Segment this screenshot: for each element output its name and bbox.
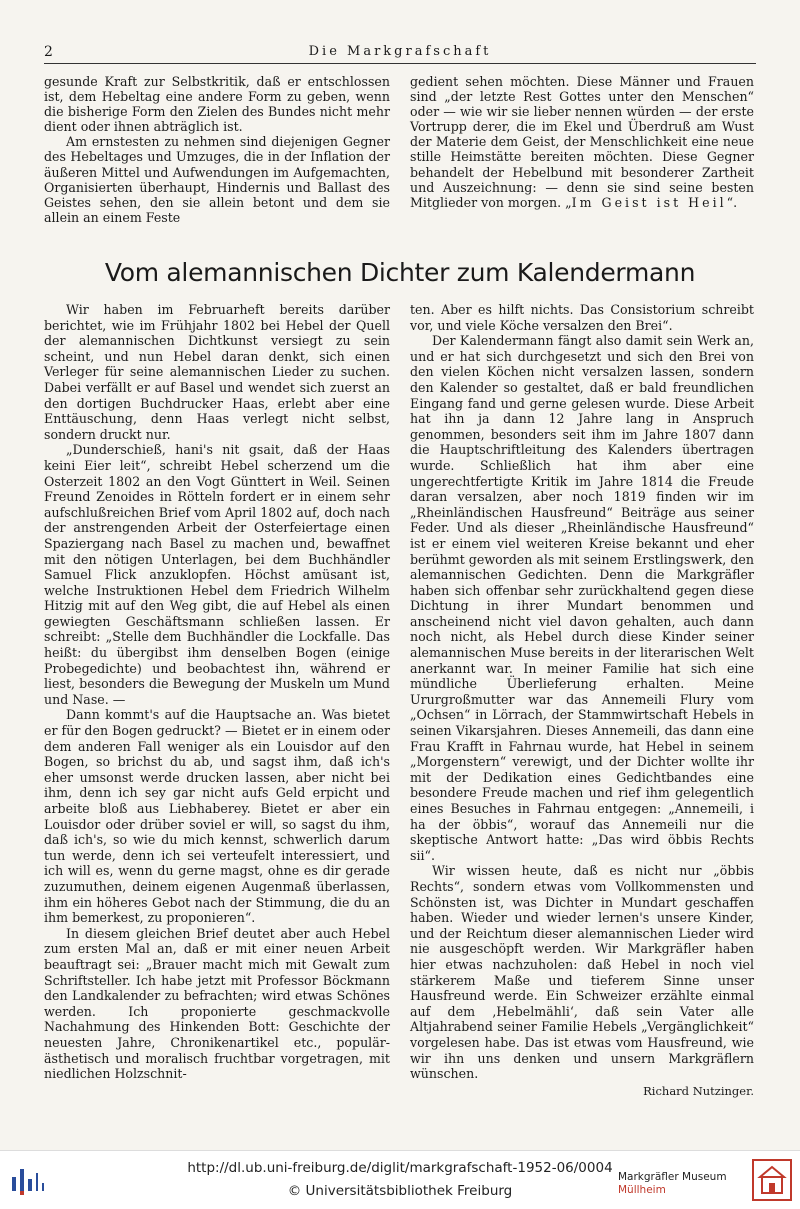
article-left-column xyxy=(44,302,390,1082)
quote-close: “. xyxy=(726,194,738,210)
paragraph: Dann kommt's auf die Hauptsache an. Was bietet er für den Bogen gedruckt? — Bietet er in einem oder dem anderen Fall weniger als ein Louisdor auf den Bogen, so brichst du ab, und sagst ihm, daß ich's eher umsonst werde drucken lassen, aber nicht bei ihm, denn ich sey gar nicht aufs Geld erpicht und arbeite bloß aus Liebhaberey. Bietet er aber ein Louisdor oder drüber soviel er will, so sagst du ihm, daß ich's, so wie du mich kennst, schwerlich darum tun werde, denn ich sei verteufelt interessiert, und ich will es, wenn du gerne magst, ohne es dir gerade zuzumuthen, deinem eigenen Augenmaß überlassen, ihm ein höheres Gebot nach der Stimmung, die du an ihm bemerkest, zu proponieren“. xyxy=(44,707,390,926)
viewer-footer xyxy=(0,1150,800,1209)
journal-title: Die Markgrafschaft xyxy=(308,44,492,59)
paragraph: Wir wissen heute, daß es nicht nur „öbbis Rechts“, sondern etwas vom Vollkommensten und Schönsten ist, was Dichter in Mundart geschaffen haben. Wieder und wieder lernen's unsere Kinder, und der Reichtum dieser alemannischen Lieder wird nie ausgeschöpft werden. Wir Markgräfler haben hier etwas nachzuholen: daß Hebel in noch viel stärkerem Maße und tieferem Sinne unser Hausfreund werde. Ein Schweizer erzählte einmal auf dem ‚Hebelmähli‘, daß sein Vater alle Altjahrabend seiner Familie Hebels „Vergänglichkeit“ vorgelesen habe. Das ist etwas vom Hausfreund, wie wir ihn uns denken und unsern Markgräflern wünschen. xyxy=(410,863,754,1082)
article-right-column xyxy=(410,302,754,1099)
header-rule xyxy=(44,63,756,64)
motto: Im Geist ist Heil xyxy=(571,194,727,210)
paragraph: Am ernstesten zu nehmen sind diejenigen Gegner des Hebeltages und Umzuges, die in der Inflation der äußeren Mittel und Aufwendungen im Aufgemachten, Organisierten überhaupt, Hindernis und Ballast des Geistes sehen, den sie allein betont und dem sie allein an einem Feste xyxy=(44,134,390,225)
paragraph: gesunde Kraft zur Selbstkritik, daß er entschlossen ist, dem Hebeltag eine andere Form zu geben, wenn die bisherige Form den Zielen des Bundes nicht mehr dient oder ihnen abträglich ist. xyxy=(44,74,390,135)
article-title: Vom alemannischen Dichter zum Kalendermann xyxy=(104,258,696,287)
paragraph: ten. Aber es hilft nichts. Das Consistorium schreibt vor, und viele Köche versalzen den Brei“. xyxy=(410,302,754,333)
paragraph: „Dunderschieß, hani's nit gsait, daß der Haas keini Eier leit“, schreibt Hebel scherzend um die Osterzeit 1802 an den Vogt Günttert in Weil. Seinen Freund Zenoides in Rötteln fordert er in einem sehr aufschlußreichen Brief vom April 1802 auf, doch nach der anstrengenden Arbeit der Osterfeiertage einen Spaziergang nach Basel zu machen und, bewaffnet mit den nötigen Unterlagen, bei dem Buchhändler Samuel Flick anzuklopfen. Höchst amüsant ist, welche Instruktionen Hebel dem Friedrich Wilhelm Hitzig mit auf den Weg gibt, die auf Hebel als einen gewiegten Geschäftsmann schließen lassen. Er schreibt: „Stelle dem Buchhändler die Lockfalle. Das heißt: du übergibst ihm denselben Bogen (einige Probegedichte) und beobachtest ihn, während er liest, besonders die Bewegung der Muskeln um Mund und Nase. — xyxy=(44,442,390,707)
paragraph: Der Kalendermann fängt also damit sein Werk an, und er hat sich durchgesetzt und sich den Brei von den vielen Köchen nicht versalzen lassen, sondern den Kalender so gestaltet, daß er bald freundlichen Eingang fand und gerne gelesen wurde. Diese Arbeit hat ihn ja dann 12 Jahre lang in Anspruch genommen, besonders seit ihm im Jahre 1807 dann die Hauptschriftleitung des Kalenders übertragen wurde. Schließlich hat ihm aber eine ungerechtfertigte Kritik im Jahre 1814 die Freude daran versalzen, aber noch 1819 finden wir im „Rheinländischen Hausfreund“ Beiträge aus seiner Feder. Und als dieser „Rheinländische Hausfreund“ ist er einem viel weiteren Kreise bekannt und eher berühmt geworden als mit seinem Erstlingswerk, den alemannischen Gedichten. Denn die Markgräfler haben sich offenbar sehr zurückhaltend gegen diese Dichtung in ihrer Mundart benommen und anscheinend nicht viel davon gehalten, auch dann noch nicht, als Hebel durch diese Kinder seiner alemannischen Muse bereits in der literarischen Welt anerkannt war. In meiner Familie hat sich eine mündliche Überlieferung erhalten. Meine Ururgroßmutter war das Annemeili Flury vom „Ochsen“ in Lörrach, der Stammwirtschaft Hebels in seinen Vikarsjahren. Dieses Annemeili, das dann eine Frau Krafft in Fahrnau wurde, hat Hebel in seinem „Morgenstern“ verewigt, und der Dichter wollte ihr mit der Dedikation eines Gedichtbandes eine besondere Freude machen und rief ihm gelegentlich eines Besuches in Fahrnau entgegen: „Annemeili, i ha der öbbis“, worauf das Annemeili nur die skeptische Antwort hatte: „Das wird öbbis Rechts sii“. xyxy=(410,333,754,863)
museum-logo-icon[interactable] xyxy=(752,1159,792,1201)
paragraph-text: gedient sehen möchten. Diese Männer und Frauen sind „der letzte Rest Gottes unter den Menschen“ oder — wie wir sie lieber nennen würden — der erste Vortrupp derer, die im Ekel und Überdruß am Wust der Materie dem Geist, der Menschlichkeit eine neue stille Heimstätte bereiten möchten. Diese Gegner behandelt der Hebelbund mit besonderer Zartheit und Auszeichnung: — denn sie sind seine besten Mitglieder von morgen. xyxy=(410,74,754,210)
top-left-column xyxy=(44,74,390,225)
museum-location: Müllheim xyxy=(618,1184,666,1196)
author-signature: Richard Nutzinger. xyxy=(643,1083,754,1098)
permalink-url[interactable]: http://dl.ub.uni-freiburg.de/diglit/markgrafschaft-1952-06/0004 xyxy=(187,1160,613,1176)
top-right-column xyxy=(410,74,754,210)
paragraph: In diesem gleichen Brief deutet aber auch Hebel zum ersten Mal an, daß er mit einer neuen Arbeit beauftragt sei: „Brauer macht mich mit Gewalt zum Schriftsteller. Ich habe jetzt mit Professor Böckmann den Landkalender zu befrachten; wird etwas Schönes werden. Ich proponierte geschmackvolle Nachahmung des Hinkenden Bott: Geschichte der neuesten Jahre, Chronikenartikel etc., populär-ästhetisch und moralisch fruchtbar vorgetragen, mit niedlichen Holzschnit- xyxy=(44,925,390,1082)
museum-name xyxy=(618,1171,727,1197)
running-head xyxy=(44,44,756,62)
copyright-notice: © Universitätsbibliothek Freiburg xyxy=(287,1183,513,1199)
paragraph xyxy=(410,74,754,210)
page-number: 2 xyxy=(44,44,53,60)
quote-open: „ xyxy=(565,194,572,210)
museum-title: Markgräfler Museum xyxy=(618,1171,727,1183)
paragraph: Wir haben im Februarheft bereits darüber berichtet, wie im Frühjahr 1802 bei Hebel der Quell der alemannischen Dichtkunst versiegt zu sein scheint, und nun Hebel daran denkt, sich einen Verleger für seine alemannischen Lieder zu suchen. Dabei verfällt er auf Basel und wendet sich zuerst an den dortigen Buchdrucker Haas, erlebt aber eine Enttäuschung, denn Haas verlegt nicht selbst, sondern druckt nur. xyxy=(44,302,390,442)
